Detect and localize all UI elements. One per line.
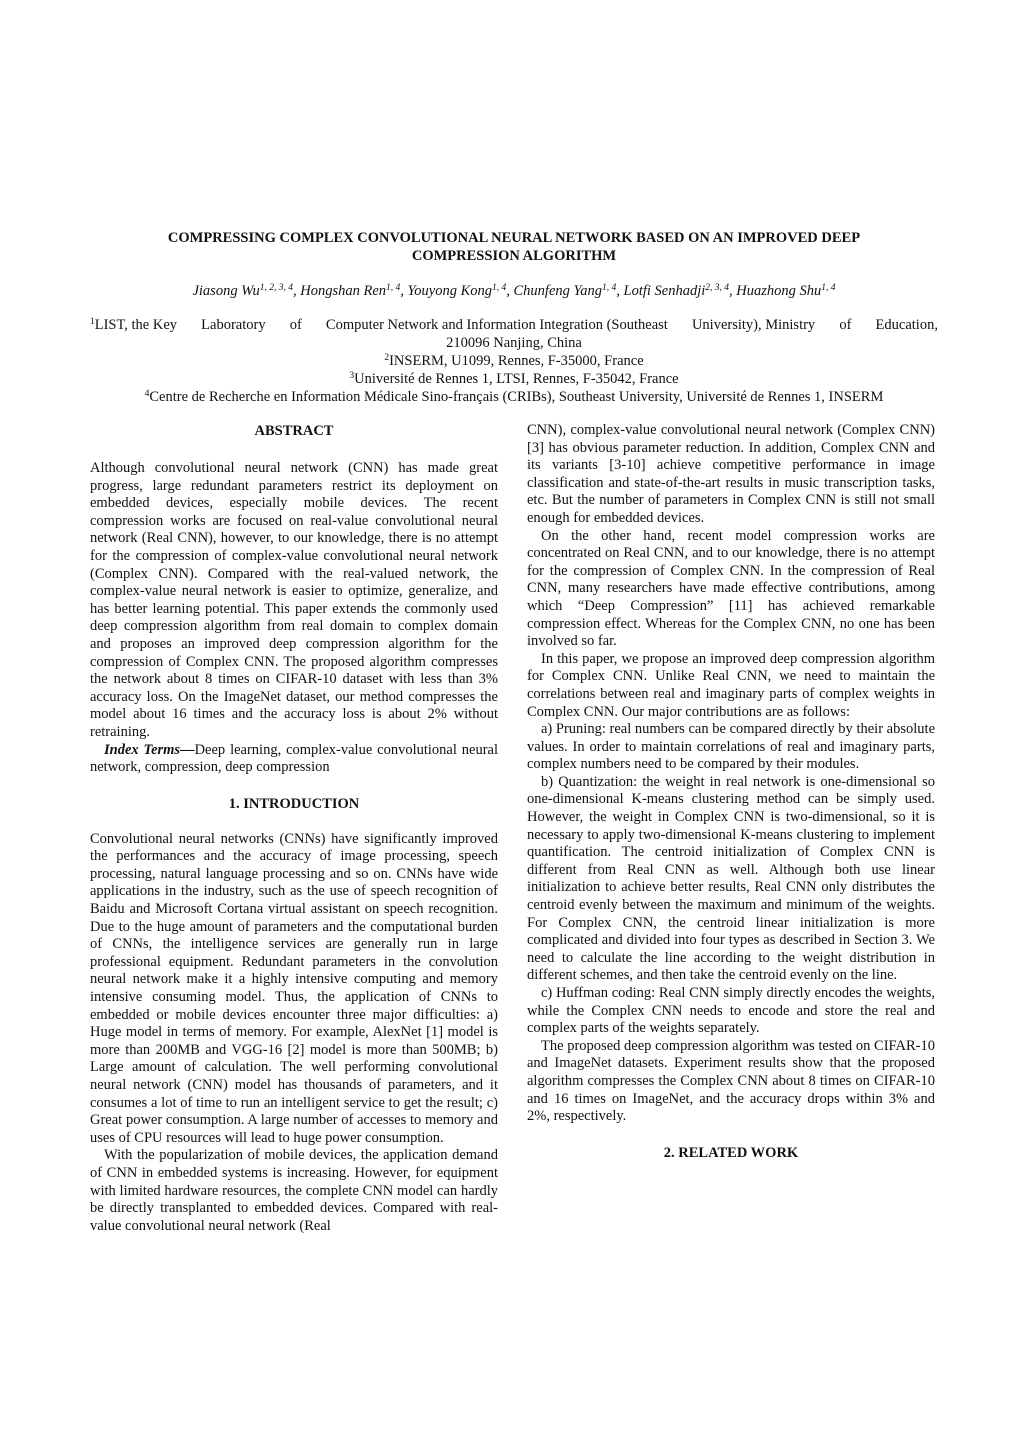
author-affil-sup: 1, 4 (492, 283, 507, 293)
abstract-text: Although convolutional neural network (CNN) has made great progress, large redundant parameters restrict its deployment on embedded devices, especially mobile devices. The recent compression works are focused on real-value convolutional neural network (Real CNN), however, to our knowledge, there is no attempt for the compression of complex-value convolutional neural network (Complex CNN). Compared with the real-valued network, the complex-value neural network is easier to optimize, generalize, and has better learning potential. This paper extends the commonly used deep compression algorithm from real domain to complex domain and proposes an improved deep compression algorithm for the compression of Complex CNN. The proposed algorithm compresses the network about 8 times on CIFAR-10 dataset with less than 3% accuracy loss. On the ImageNet dataset, our method compresses the model about 16 times and the accuracy loss is about 2% without retraining. (90, 460, 498, 740)
author-name: Huazhong Shu (736, 283, 822, 299)
paper-title (90, 229, 938, 265)
paragraph: Convolutional neural networks (CNNs) have significantly improved the performances and the accuracy of image processing, speech processing, natural language processing and so on. CNNs have wide applications in the industry, such as the use of speech recognition of Baidu and Microsoft Cortana virtual assistant on speech recognition. Due to the huge amount of parameters and the computational burden of CNNs, the intelligence services are generally run in large professional equipment. Redundant parameters in the convolution neural network make it a highly intensive computing and memory intensive consuming model. Thus, the application of CNNs to embedded or mobile devices encounter three major difficulties: a) Huge model in terms of memory. For example, AlexNet [1] model is more than 200MB and VGG-16 [2] model is more than 500MB; b) Large amount of calculation. The well performing convolutional neural network (CNN) model has thousands of parameters, and it consumes a lot of time to run an intelligent service to get the result; c) Great power consumption. A large number of accesses to memory and uses of CPU resources will lead to huge power consumption. (90, 830, 498, 1146)
affiliation-1: $^1$LIST, the Key Laboratory of Computer Network and Information Integration (Southeast University), Ministry of Education, (90, 317, 938, 333)
paragraph: b) Quantization: the weight in real network is one-dimensional so one-dimensional K-means clustering method can be simply used. However, the weight in Complex CNN is two-dimensional, so it is necessary to apply two-dimensional K-means clustering to implement quantification. The centroid initialization of Complex CNN is different from Real CNN as well. Although both use linear initialization to achieve better results, Real CNN only distributes the centroid evenly between the maximum and minimum of the weights. For Complex CNN, the centroid linear initialization is more complicated and divided into four types as described in Section 3. We need to calculate the line according to the weight distribution in different schemes, and then take the centroid evenly on the line. (527, 773, 935, 984)
author-list: Jiasong Wu$^{1, 2, 3, 4}$, Hongshan Ren$^{1, 4}$, Youyong Kong$^{1, 4}$, Chunfeng Yang$^{1, 4}$, Lotfi Senhadji$^{2, 3, 4}$, Huazhong Shu$^{1, 4}$ (192, 283, 836, 299)
right-column (527, 422, 935, 1180)
paragraph: With the popularization of mobile devices, the application demand of CNN in embedded systems is increasing. However, for equipment with limited hardware resources, the complete CNN model can hardly be directly transplanted to embedded devices. Compared with real-value convolutional neural network (Real (90, 1147, 498, 1234)
affiliation-4: $^4$Centre de Recherche en Information Médicale Sino-français (CRIBs), Southeast University, Université de Rennes 1, INSERM (144, 389, 884, 405)
author-name: Jiasong Wu (192, 283, 260, 299)
author-name: Lotfi Senhadji (623, 283, 706, 299)
author-affil-sup: 1, 4 (386, 283, 401, 293)
author-name: Chunfeng Yang (513, 283, 602, 299)
index-terms-label: Index Terms— (104, 741, 195, 758)
paragraph: In this paper, we propose an improved deep compression algorithm for Complex CNN. Unlike Real CNN, we need to maintain the correlations between real and imaginary parts of complex weights in Complex CNN. Our major contributions are as follows: (527, 650, 935, 720)
paragraph: CNN), complex-value convolutional neural network (Complex CNN) [3] has obvious parameter reduction. In addition, Complex CNN and its variants [3-10] achieve competitive performance in image classification and state-of-the-art results in music transcription tasks, etc. But the number of parameters in Complex CNN is still not small enough for embedded devices. (527, 422, 935, 526)
title-line-1: COMPRESSING COMPLEX CONVOLUTIONAL NEURAL NETWORK BASED ON AN IMPROVED DEEP (167, 230, 861, 246)
affiliation-3: $^3$Université de Rennes 1, LTSI, Rennes, F-35042, France (349, 371, 679, 387)
paragraph: a) Pruning: real numbers can be compared directly by their absolute values. In order to maintain correlations of real and imaginary parts, complex numbers need to be compared by their modules. (527, 721, 935, 773)
title-line-2: COMPRESSION ALGORITHM (411, 248, 617, 264)
abstract-heading: ABSTRACT (254, 423, 334, 439)
affiliation-2: $^2$INSERM, U1099, Rennes, F-35000, France (384, 353, 644, 369)
affiliation-1-city: 210096 Nanjing, China (446, 335, 582, 351)
author-affil-sup: 1, 2, 3, 4 (259, 283, 293, 293)
paragraph: c) Huffman coding: Real CNN simply directly encodes the weights, while the Complex CNN needs to encode and store the real and complex parts of the weights separately. (527, 985, 935, 1037)
affiliations (90, 316, 938, 406)
paragraph: On the other hand, recent model compression works are concentrated on Real CNN, and to our knowledge, there is no attempt for the compression of Complex CNN. In the compression of Real CNN, many researchers have made effective contributions, among which “Deep Compression” [11] has achieved remarkable compression effect. Whereas for the Complex CNN, no one has been involved so far. (527, 527, 935, 650)
index-terms (90, 742, 498, 777)
author-name: Hongshan Ren (300, 283, 387, 299)
author-affil-sup: 1, 4 (602, 283, 617, 293)
index-terms-text: Deep learning, complex-value convolutional neural network, compression, deep compression (90, 741, 499, 776)
author-name: Youyong Kong (407, 283, 492, 299)
paragraph: The proposed deep compression algorithm was tested on CIFAR-10 and ImageNet datasets. Experiment results show that the proposed algorithm compresses the Complex CNN about 8 times on CIFAR-10 and 16 times on ImageNet, and the accuracy drops within 3% and 2%, respectively. (527, 1037, 935, 1125)
author-affil-sup: 1, 4 (821, 283, 836, 293)
left-column (90, 422, 498, 1235)
author-affil-sup: 2, 3, 4 (705, 283, 730, 293)
section-heading-related-work: 2. RELATED WORK (663, 1144, 799, 1161)
section-heading-introduction: 1. INTRODUCTION (228, 795, 360, 812)
